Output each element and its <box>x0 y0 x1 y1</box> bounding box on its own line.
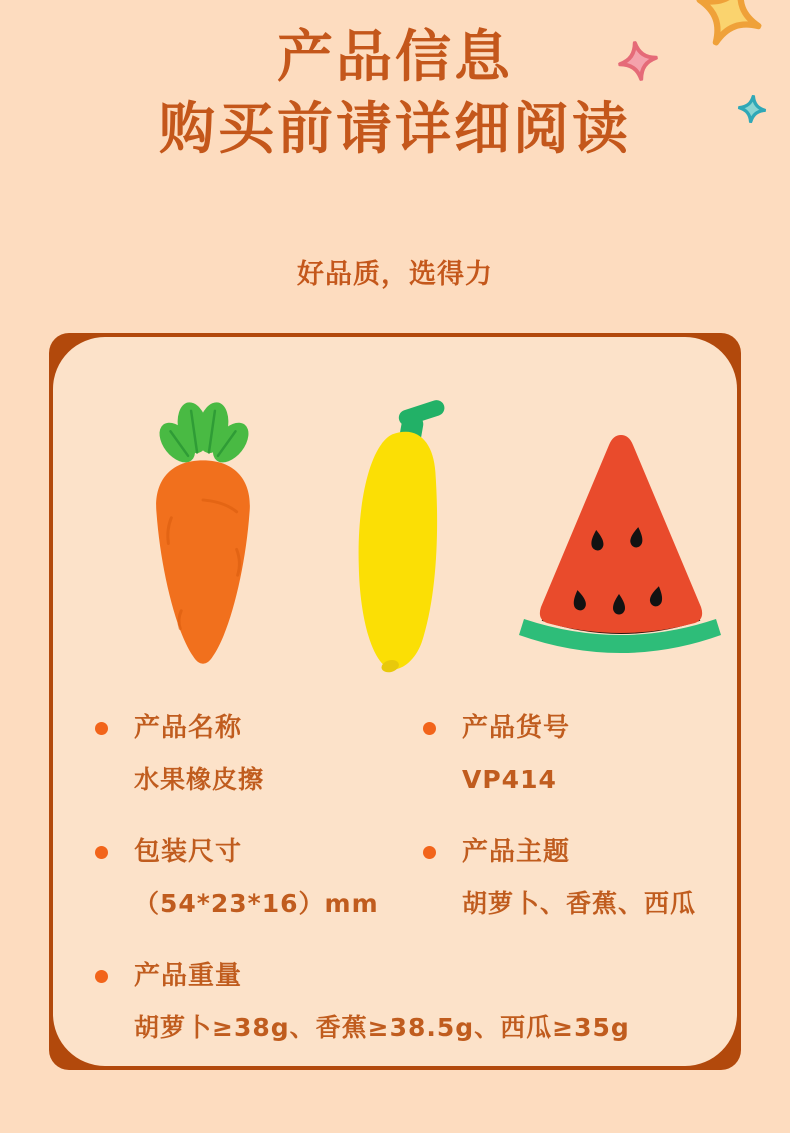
spec-item-product-weight <box>53 959 737 1045</box>
bullet-icon <box>423 722 436 735</box>
bullet-icon <box>95 722 108 735</box>
banana-eraser-image <box>347 397 455 681</box>
spec-item-product-theme <box>395 835 737 921</box>
spec-item-package-size <box>53 835 395 921</box>
watermelon-eraser-image <box>517 429 725 667</box>
page-title-line2: 购买前请详细阅读 <box>159 97 631 162</box>
spec-item-product-name <box>53 711 395 797</box>
product-info-card <box>49 333 741 1070</box>
spec-item-product-code <box>395 711 737 797</box>
sparkle-teal-icon <box>737 94 768 125</box>
spec-value: 胡萝卜、香蕉、西瓜 <box>462 889 697 918</box>
spec-list <box>53 689 737 1045</box>
spec-label: 产品名称 <box>134 713 243 743</box>
carrot-eraser-image <box>141 401 265 683</box>
spec-label: 产品重量 <box>134 961 243 991</box>
spec-label: 产品主题 <box>462 837 571 867</box>
bullet-icon <box>95 970 108 983</box>
card-surface <box>53 337 737 1066</box>
page-subtitle: 好品质，选得力 <box>297 259 493 290</box>
bullet-icon <box>95 846 108 859</box>
page-title-line1: 产品信息 <box>277 25 513 90</box>
spec-value: VP414 <box>462 765 557 794</box>
spec-value: 胡萝卜≥38g、香蕉≥38.5g、西瓜≥35g <box>134 1013 630 1042</box>
sparkle-pink-icon <box>615 38 661 84</box>
bullet-icon <box>423 846 436 859</box>
spec-label: 包装尺寸 <box>134 837 243 867</box>
spec-value: 水果橡皮擦 <box>134 765 265 794</box>
spec-value: （54*23*16）mm <box>134 889 379 918</box>
product-images-row <box>53 337 737 689</box>
spec-label: 产品货号 <box>462 713 571 743</box>
